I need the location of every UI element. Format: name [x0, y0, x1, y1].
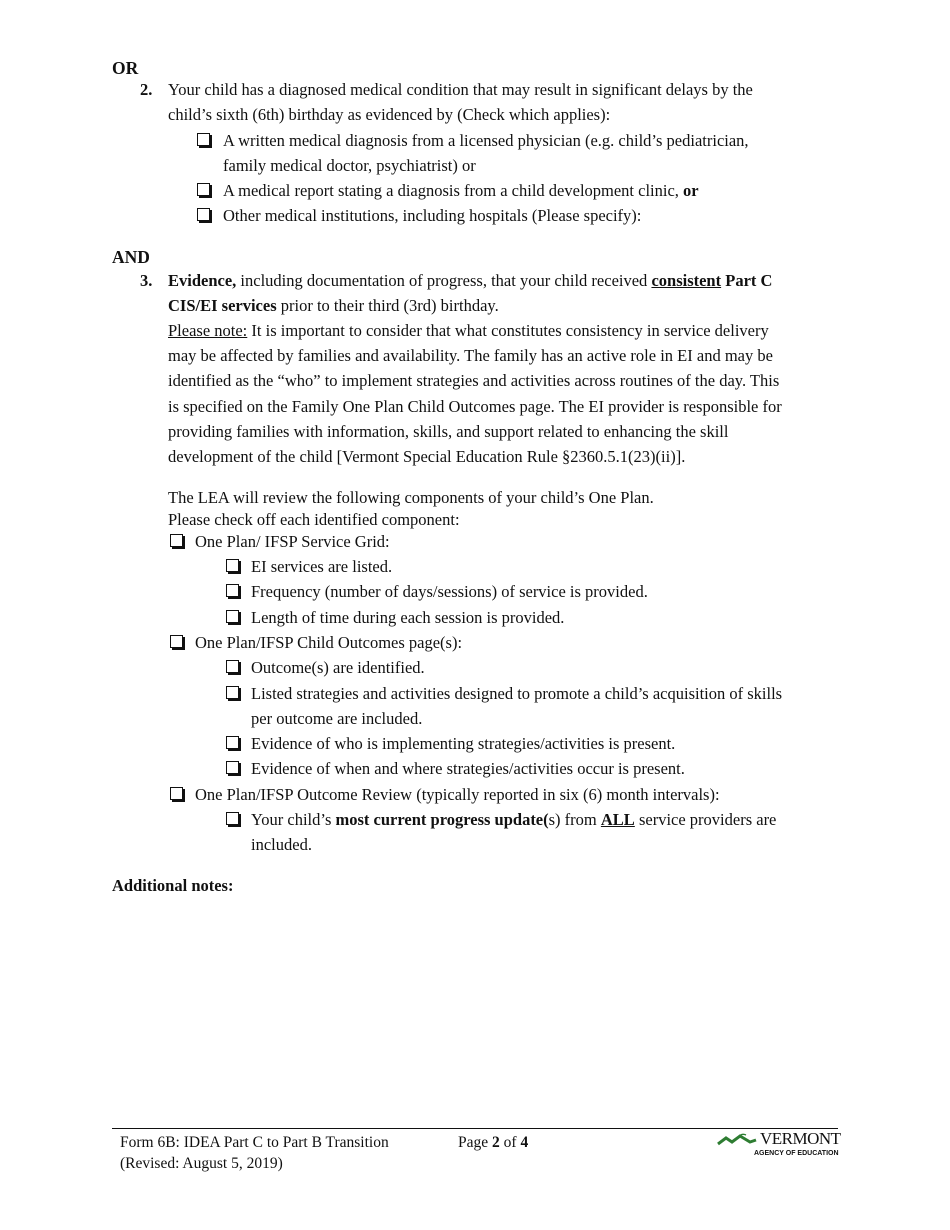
cis-rest: prior to their third (3rd) birthday. — [276, 296, 499, 315]
logo-vermont-text: VERMONT — [760, 1129, 841, 1148]
progress-post: service providers are — [634, 810, 777, 829]
page-total: 4 — [520, 1134, 529, 1151]
checkbox-progress-update[interactable] — [226, 812, 239, 825]
evidence-rest: including documentation of progress, that your child received — [236, 271, 652, 290]
checkbox-ei-services-listed[interactable] — [226, 559, 239, 572]
and-label: AND — [112, 247, 150, 267]
checkbox-outcome-review[interactable] — [170, 787, 183, 800]
checkbox-listed-strategies[interactable] — [226, 686, 239, 699]
checkbox-evidence-who[interactable] — [226, 736, 239, 749]
logo-agency-text: AGENCY OF EDUCATION — [754, 1150, 839, 1157]
option-medical-report-or: or — [683, 181, 699, 200]
outcomes-identified: Outcome(s) are identified. — [251, 658, 425, 677]
or-label: OR — [112, 58, 139, 78]
page-current: 2 — [492, 1134, 500, 1151]
outcome-review-label: One Plan/IFSP Outcome Review (typically reported in six (6) month intervals): — [195, 785, 720, 804]
evidence-bold: Evidence, — [168, 271, 237, 290]
option-written-diagnosis-line-1: A written medical diagnosis from a licensed physician (e.g. child’s pediatrician, — [223, 131, 749, 150]
listed-strategies-line-1: Listed strategies and activities designed to promote a child’s acquisition of skills — [251, 684, 783, 703]
progress-update-line-2: included. — [251, 835, 312, 854]
footer-form-title: Form 6B: IDEA Part C to Part B Transition — [120, 1134, 389, 1151]
note-line-4: is specified on the Family One Plan Child Outcomes page. The EI provider is responsible for — [168, 397, 782, 416]
item-3-line-2 — [168, 293, 499, 318]
item-2-line-1: Your child has a diagnosed medical condition that may result in significant delays by the — [168, 80, 753, 99]
cis-bold: CIS/EI services — [168, 296, 277, 315]
footer-revised: (Revised: August 5, 2019) — [120, 1155, 283, 1172]
note-line-6: development of the child [Vermont Special Education Rule §2360.5.1(23)(ii)]. — [168, 447, 686, 466]
vermont-logo — [716, 1129, 841, 1162]
checkbox-frequency[interactable] — [226, 584, 239, 597]
checkbox-service-grid[interactable] — [170, 534, 183, 547]
checkbox-child-outcomes[interactable] — [170, 635, 183, 648]
checkbox-evidence-when-where[interactable] — [226, 761, 239, 774]
option-written-diagnosis-line-2: family medical doctor, psychiatrist) or — [223, 156, 476, 175]
item-2-number: 2. — [140, 80, 153, 99]
frequency-provided: Frequency (number of days/sessions) of service is provided. — [251, 582, 648, 601]
item-2-line-2: child’s sixth (6th) birthday as evidenced by (Check which applies): — [168, 105, 611, 124]
evidence-who: Evidence of who is implementing strategies/activities is present. — [251, 734, 676, 753]
checkbox-other-institutions[interactable] — [197, 208, 210, 221]
page-of: of — [499, 1134, 521, 1151]
child-outcomes-label: One Plan/IFSP Child Outcomes page(s): — [195, 633, 463, 652]
progress-all: ALL — [600, 810, 635, 829]
evidence-when-where: Evidence of when and where strategies/activities occur is present. — [251, 759, 685, 778]
checkbox-written-diagnosis[interactable] — [197, 133, 210, 146]
checkbox-medical-report[interactable] — [197, 183, 210, 196]
please-note-label: Please note: — [168, 321, 248, 340]
part-c-bold: Part C — [721, 271, 773, 290]
checkbox-length-of-time[interactable] — [226, 610, 239, 623]
footer-divider — [112, 1128, 838, 1129]
note-line-5: providing families with information, skills, and support related to enhancing the skill — [168, 422, 729, 441]
note-line-2: may be affected by families and availability. The family has an active role in EI and may be — [168, 346, 773, 365]
note-text-1: It is important to consider that what constitutes consistency in service delivery — [247, 321, 769, 340]
checkbox-outcomes-identified[interactable] — [226, 660, 239, 673]
consistent-bold: consistent — [651, 271, 722, 290]
length-of-time: Length of time during each session is provided. — [251, 608, 565, 627]
ei-services-listed: EI services are listed. — [251, 557, 393, 576]
note-line-1 — [168, 318, 769, 343]
footer-page-number — [458, 1132, 528, 1153]
service-grid-label: One Plan/ IFSP Service Grid: — [195, 532, 390, 551]
progress-bold: most current progress update( — [335, 810, 549, 829]
option-medical-report-text: A medical report stating a diagnosis from a child development clinic, — [223, 181, 684, 200]
listed-strategies-line-2: per outcome are included. — [251, 709, 423, 728]
progress-pre: Your child’s — [251, 810, 336, 829]
option-medical-report — [223, 178, 699, 203]
item-3-number: 3. — [140, 271, 153, 290]
note-line-3: identified as the “who” to implement strategies and activities across routines of the day. This — [168, 371, 780, 390]
lea-line-2: Please check off each identified component: — [168, 510, 460, 529]
progress-mid: s) from — [548, 810, 601, 829]
option-other-institutions: Other medical institutions, including hospitals (Please specify): — [223, 206, 642, 225]
lea-line-1: The LEA will review the following components of your child’s One Plan. — [168, 488, 654, 507]
progress-update-line-1 — [251, 807, 776, 832]
additional-notes-label: Additional notes: — [112, 876, 234, 895]
page-prefix: Page — [458, 1134, 493, 1151]
item-3-line-1 — [168, 268, 772, 293]
